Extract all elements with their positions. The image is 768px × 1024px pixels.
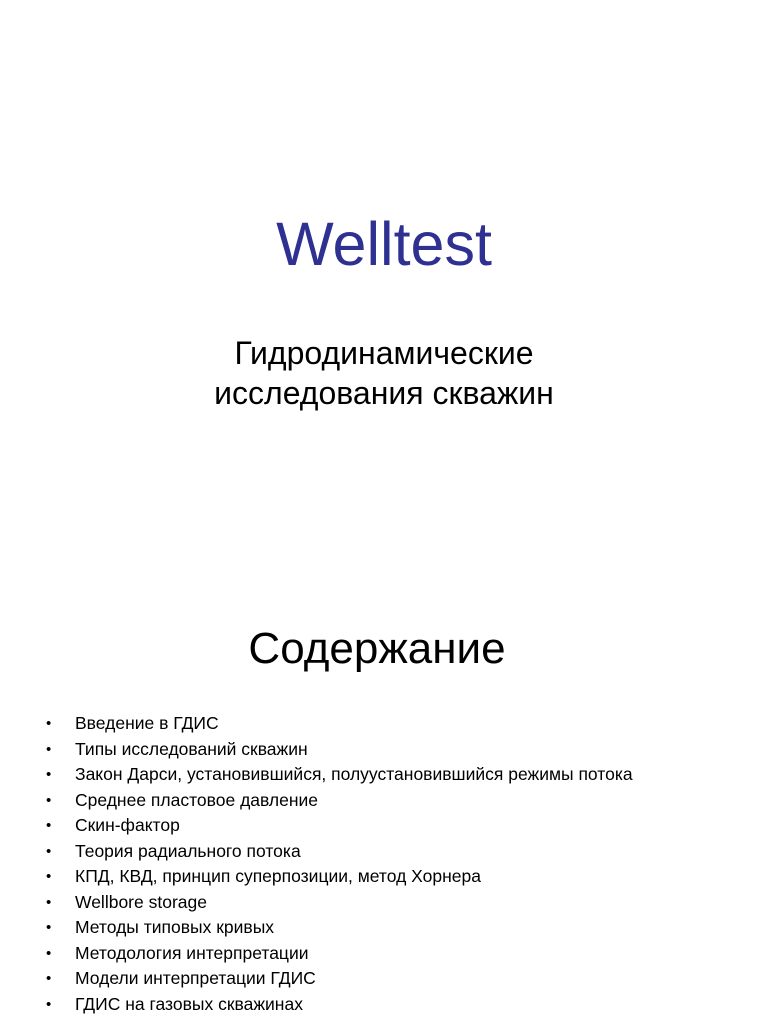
list-item [46,813,633,839]
list-item-text: ГДИС на газовых скважинах [75,993,303,1014]
list-item [46,737,633,763]
list-item [46,762,633,788]
list-item-text: Среднее пластовое давление [75,789,319,810]
list-item [46,711,633,737]
bullet-icon: • [46,970,52,987]
contents-heading: Содержание [248,624,506,673]
list-item-text: Закон Дарси, установившийся, полуустановившийся режимы потока [75,764,633,784]
list-item [46,992,633,1018]
subtitle-line-1: Гидродинамические [234,335,534,371]
slide-subtitle [0,333,768,413]
subtitle-line-2: исследования скважин [214,375,554,411]
contents-list [46,711,633,1017]
list-item-text: Wellbore storage [75,891,207,912]
bullet-icon: • [46,715,52,732]
list-item-text: Типы исследований скважин [75,738,308,759]
bullet-icon: • [46,893,52,911]
bullet-icon: • [46,944,52,962]
list-item [46,915,633,941]
bullet-icon: • [46,868,52,885]
contents-slide [0,600,768,1024]
bullet-icon: • [46,817,52,834]
list-item-text: Скин-фактор [75,815,180,835]
bullet-icon: • [46,740,52,758]
bullet-icon: • [46,919,52,936]
list-item-text: Теория радиального потока [75,840,301,861]
list-item-text: КПД, КВД, принцип суперпозиции, метод Хорнера [75,866,481,886]
list-item [46,966,633,992]
list-item [46,839,633,865]
list-item-text: Модели интерпретации ГДИС [75,968,316,988]
list-item-text: Методы типовых кривых [75,917,275,937]
bullet-icon: • [46,766,52,783]
list-item-text: Методология интерпретации [75,942,309,963]
list-item [46,941,633,967]
list-item-text: Введение в ГДИС [75,713,219,733]
bullet-icon: • [46,791,52,809]
list-item [46,864,633,890]
list-item [46,788,633,814]
bullet-icon: • [46,995,52,1013]
list-item [46,890,633,916]
slide-title: Welltest [276,210,492,278]
bullet-icon: • [46,842,52,860]
